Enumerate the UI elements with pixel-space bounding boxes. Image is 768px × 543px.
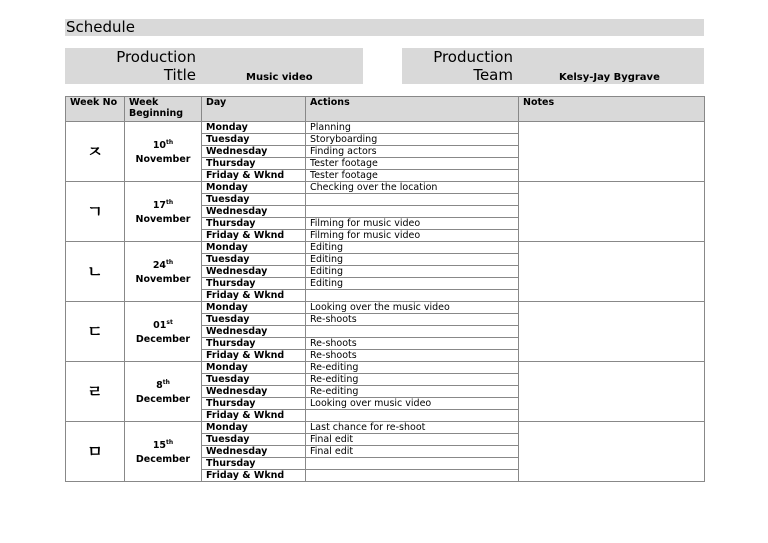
- action-cell: Editing: [306, 254, 519, 266]
- week-number-symbol: ㄱ: [66, 182, 125, 242]
- action-cell: Storyboarding: [306, 134, 519, 146]
- action-cell: Tester footage: [306, 170, 519, 182]
- action-cell: Editing: [306, 266, 519, 278]
- day-cell: Thursday: [202, 278, 306, 290]
- table-row: [66, 422, 705, 434]
- week-date: 15: [152, 440, 167, 452]
- day-cell: Wednesday: [202, 326, 306, 338]
- week-number-symbol: ㄴ: [66, 242, 125, 302]
- day-cell: Friday & Wknd: [202, 230, 306, 242]
- day-cell: Thursday: [202, 398, 306, 410]
- action-cell: Re-editing: [306, 374, 519, 386]
- action-cell: Looking over the music video: [306, 302, 519, 314]
- week-beginning-cell: [125, 422, 202, 482]
- notes-cell: [519, 302, 705, 362]
- week-date-suffix: th: [166, 138, 174, 146]
- day-cell: Friday & Wknd: [202, 410, 306, 422]
- week-beginning-cell: [125, 122, 202, 182]
- action-cell: Last chance for re-shoot: [306, 422, 519, 434]
- schedule-table: [65, 96, 705, 482]
- day-cell: Friday & Wknd: [202, 350, 306, 362]
- week-date: 17: [152, 200, 167, 212]
- action-cell: Re-editing: [306, 386, 519, 398]
- day-cell: Tuesday: [202, 314, 306, 326]
- day-cell: Wednesday: [202, 206, 306, 218]
- day-cell: Monday: [202, 422, 306, 434]
- col-week-no: Week No: [66, 97, 125, 122]
- day-cell: Friday & Wknd: [202, 470, 306, 482]
- week-month: December: [135, 394, 191, 406]
- action-cell: Re-shoots: [306, 338, 519, 350]
- col-actions: Actions: [306, 97, 519, 122]
- action-cell: Checking over the location: [306, 182, 519, 194]
- week-date: 24: [152, 260, 167, 272]
- day-cell: Thursday: [202, 338, 306, 350]
- day-cell: Friday & Wknd: [202, 290, 306, 302]
- week-date-suffix: th: [166, 258, 174, 266]
- day-cell: Monday: [202, 302, 306, 314]
- action-cell: [306, 470, 519, 482]
- action-cell: Editing: [306, 278, 519, 290]
- day-cell: Monday: [202, 242, 306, 254]
- action-cell: Final edit: [306, 446, 519, 458]
- production-team-label-line1: Production: [433, 48, 513, 66]
- action-cell: Final edit: [306, 434, 519, 446]
- week-date-suffix: st: [166, 318, 173, 326]
- day-cell: Thursday: [202, 458, 306, 470]
- action-cell: Filming for music video: [306, 230, 519, 242]
- production-team-box: [402, 48, 704, 84]
- day-cell: Monday: [202, 182, 306, 194]
- action-cell: [306, 410, 519, 422]
- action-cell: Editing: [306, 242, 519, 254]
- week-number-symbol: ㅁ: [66, 422, 125, 482]
- page-title: Schedule: [65, 19, 704, 36]
- notes-cell: [519, 242, 705, 302]
- col-week-beginning: Week Beginning: [125, 97, 202, 122]
- action-cell: Re-shoots: [306, 314, 519, 326]
- action-cell: [306, 206, 519, 218]
- week-month: November: [135, 154, 191, 166]
- day-cell: Thursday: [202, 158, 306, 170]
- week-month: December: [135, 334, 191, 346]
- day-cell: Tuesday: [202, 374, 306, 386]
- week-beginning-cell: [125, 182, 202, 242]
- notes-cell: [519, 182, 705, 242]
- production-team-label-line2: Team: [473, 66, 513, 84]
- action-cell: Filming for music video: [306, 218, 519, 230]
- action-cell: [306, 290, 519, 302]
- action-cell: Re-editing: [306, 362, 519, 374]
- notes-cell: [519, 362, 705, 422]
- day-cell: Thursday: [202, 218, 306, 230]
- week-number-symbol: ㄹ: [66, 362, 125, 422]
- day-cell: Tuesday: [202, 134, 306, 146]
- table-row: [66, 302, 705, 314]
- table-row: [66, 122, 705, 134]
- action-cell: Tester footage: [306, 158, 519, 170]
- week-month: November: [135, 274, 191, 286]
- week-date: 01: [153, 320, 167, 332]
- production-title-value: Music video: [246, 72, 313, 83]
- action-cell: Finding actors: [306, 146, 519, 158]
- action-cell: [306, 194, 519, 206]
- day-cell: Friday & Wknd: [202, 170, 306, 182]
- action-cell: Re-shoots: [306, 350, 519, 362]
- col-day: Day: [202, 97, 306, 122]
- week-date-suffix: th: [162, 378, 170, 386]
- day-cell: Tuesday: [202, 254, 306, 266]
- day-cell: Monday: [202, 122, 306, 134]
- day-cell: Wednesday: [202, 146, 306, 158]
- day-cell: Monday: [202, 362, 306, 374]
- week-beginning-cell: [125, 302, 202, 362]
- action-cell: [306, 458, 519, 470]
- action-cell: Looking over music video: [306, 398, 519, 410]
- week-beginning-cell: [125, 242, 202, 302]
- production-title-box: [65, 48, 363, 84]
- week-number-symbol: ㅈ: [66, 122, 125, 182]
- week-date-suffix: th: [166, 438, 174, 446]
- day-cell: Wednesday: [202, 446, 306, 458]
- day-cell: Tuesday: [202, 434, 306, 446]
- week-month: December: [135, 454, 191, 466]
- table-row: [66, 182, 705, 194]
- notes-cell: [519, 422, 705, 482]
- production-title-label-line1: Production: [116, 48, 196, 66]
- day-cell: Tuesday: [202, 194, 306, 206]
- week-month: November: [135, 214, 191, 226]
- table-header-row: [66, 97, 705, 122]
- week-number-symbol: ㄷ: [66, 302, 125, 362]
- week-date: 10: [152, 140, 167, 152]
- production-team-value: Kelsy-Jay Bygrave: [559, 72, 660, 83]
- table-row: [66, 242, 705, 254]
- col-notes: Notes: [519, 97, 705, 122]
- week-beginning-cell: [125, 362, 202, 422]
- action-cell: Planning: [306, 122, 519, 134]
- week-date: 8: [156, 380, 163, 392]
- action-cell: [306, 326, 519, 338]
- table-row: [66, 362, 705, 374]
- notes-cell: [519, 122, 705, 182]
- production-title-label-line2: Title: [163, 66, 196, 84]
- day-cell: Wednesday: [202, 266, 306, 278]
- week-date-suffix: th: [166, 198, 174, 206]
- day-cell: Wednesday: [202, 386, 306, 398]
